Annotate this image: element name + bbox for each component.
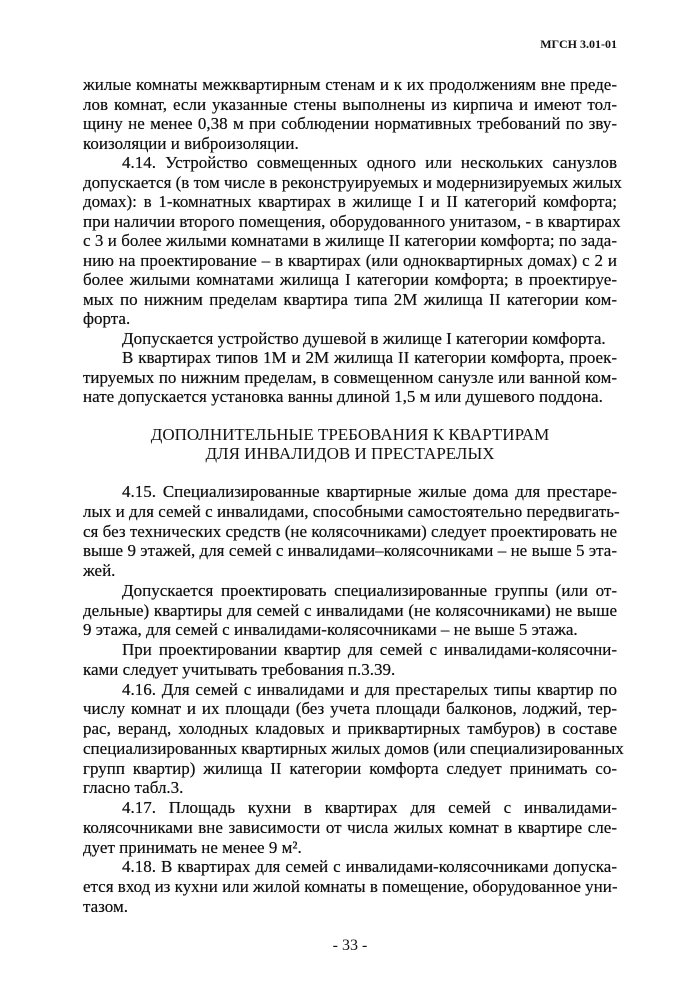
paragraph-line: ется вход из кухни или жилой комнаты в помещение, оборудованное уни-	[83, 877, 618, 896]
paragraph-line: жилые комнаты межквартирным стенам и к их продолжениям вне преде-	[83, 75, 617, 94]
paragraph-line: Допускается проектировать специализированные группы (или от-	[122, 581, 617, 600]
paragraph-line: с 3 и более жилыми комнатами в жилище II категории комфорта; по зада-	[83, 231, 617, 250]
paragraph-line: тируемых по нижним пределам, в совмещенном санузле или ванной ком-	[83, 368, 617, 387]
paragraph-line: коизоляции и виброизоляции.	[83, 134, 299, 153]
paragraph-line: домах): в 1-комнатных квартирах в жилище I и II категорий комфорта;	[83, 192, 617, 211]
paragraph-line: ся без технических средств (не колясочниками) следует проектировать не	[83, 522, 617, 541]
paragraph-line: лов комнат, если указанные стены выполнены из кирпича и имеют тол-	[83, 95, 617, 114]
paragraph-line: числу комнат и их площади (без учета площади балконов, лоджий, тер-	[83, 699, 617, 718]
paragraph-line: лых и для семей с инвалидами, способными самостоятельно передвигать-	[83, 502, 620, 521]
paragraph-line: В квартирах типов 1М и 2М жилища II категории комфорта, проек-	[122, 348, 617, 367]
paragraph-line: мых по нижним пределам квартира типа 2М жилища II категории ком-	[83, 290, 617, 309]
paragraph-line: 4.18. В квартирах для семей с инвалидами-колясочниками допуска-	[122, 857, 617, 876]
paragraph-line: групп квартир) жилища II категории комфорта следует принимать со-	[83, 759, 617, 778]
paragraph-line: рас, веранд, холодных кладовых и приквартирных тамбуров) в составе	[83, 719, 617, 738]
paragraph-line: жей.	[83, 561, 116, 580]
paragraph-line: 4.17. Площадь кухни в квартирах для семей с инвалидами-	[122, 798, 617, 817]
section-title-line-1: ДОПОЛНИТЕЛЬНЫЕ ТРЕБОВАНИЯ К КВАРТИРАМ	[150, 425, 550, 444]
section-title-line-2: ДЛЯ ИНВАЛИДОВ И ПРЕСТАРЕЛЫХ	[205, 444, 495, 463]
paragraph-line: 4.14. Устройство совмещенных одного или нескольких санузлов	[122, 153, 617, 172]
paragraph-line: ками следует учитывать требования п.3.39.	[83, 660, 396, 679]
paragraph-line: щину не менее 0,38 м при соблюдении нормативных требований по зву-	[83, 114, 617, 133]
paragraph-line: При проектировании квартир для семей с инвалидами-колясочни-	[122, 640, 617, 659]
paragraph-line: 9 этажа, для семей с инвалидами-колясочниками – не выше 5 этажа.	[83, 620, 578, 639]
paragraph-line: колясочниками вне зависимости от числа жилых комнат в квартире сле-	[83, 818, 617, 837]
paragraph-line: нию на проектирование – в квартирах (или одноквартирных домах) с 2 и	[83, 251, 617, 270]
paragraph-line: допускается (в том числе в реконструируемых и модернизируемых жилых	[83, 173, 622, 192]
paragraph-line: тазом.	[83, 897, 128, 916]
page-number: - 33 -	[332, 937, 368, 954]
paragraph-line: дует принимать не менее 9 м².	[83, 838, 302, 857]
paragraph-line: форта.	[83, 309, 131, 328]
paragraph-line: выше 9 этажей, для семей с инвалидами–колясочниками – не выше 5 эта-	[83, 541, 617, 560]
paragraph-line: Допускается устройство душевой в жилище I категории комфорта.	[122, 329, 606, 348]
paragraph-line: 4.16. Для семей с инвалидами и для престарелых типы квартир по	[122, 680, 617, 699]
document-code-header: МГСН 3.01-01	[540, 37, 617, 51]
paragraph-line: более жилыми комнатами жилища I категории комфорта; в проектируе-	[83, 270, 617, 289]
paragraph-line: гласно табл.3.	[83, 778, 184, 797]
paragraph-line: специализированных квартирных жилых домов (или специализированных	[83, 739, 624, 758]
paragraph-line: нате допускается установка ванны длиной 1,5 м или душевого поддона.	[83, 387, 603, 406]
paragraph-line: дельные) квартиры для семей с инвалидами (не колясочниками) не выше	[83, 601, 617, 620]
paragraph-line: 4.15. Специализированные квартирные жилые дома для престаре-	[122, 482, 617, 501]
paragraph-line: при наличии второго помещения, оборудованного унитазом, - в квартирах	[83, 212, 621, 231]
